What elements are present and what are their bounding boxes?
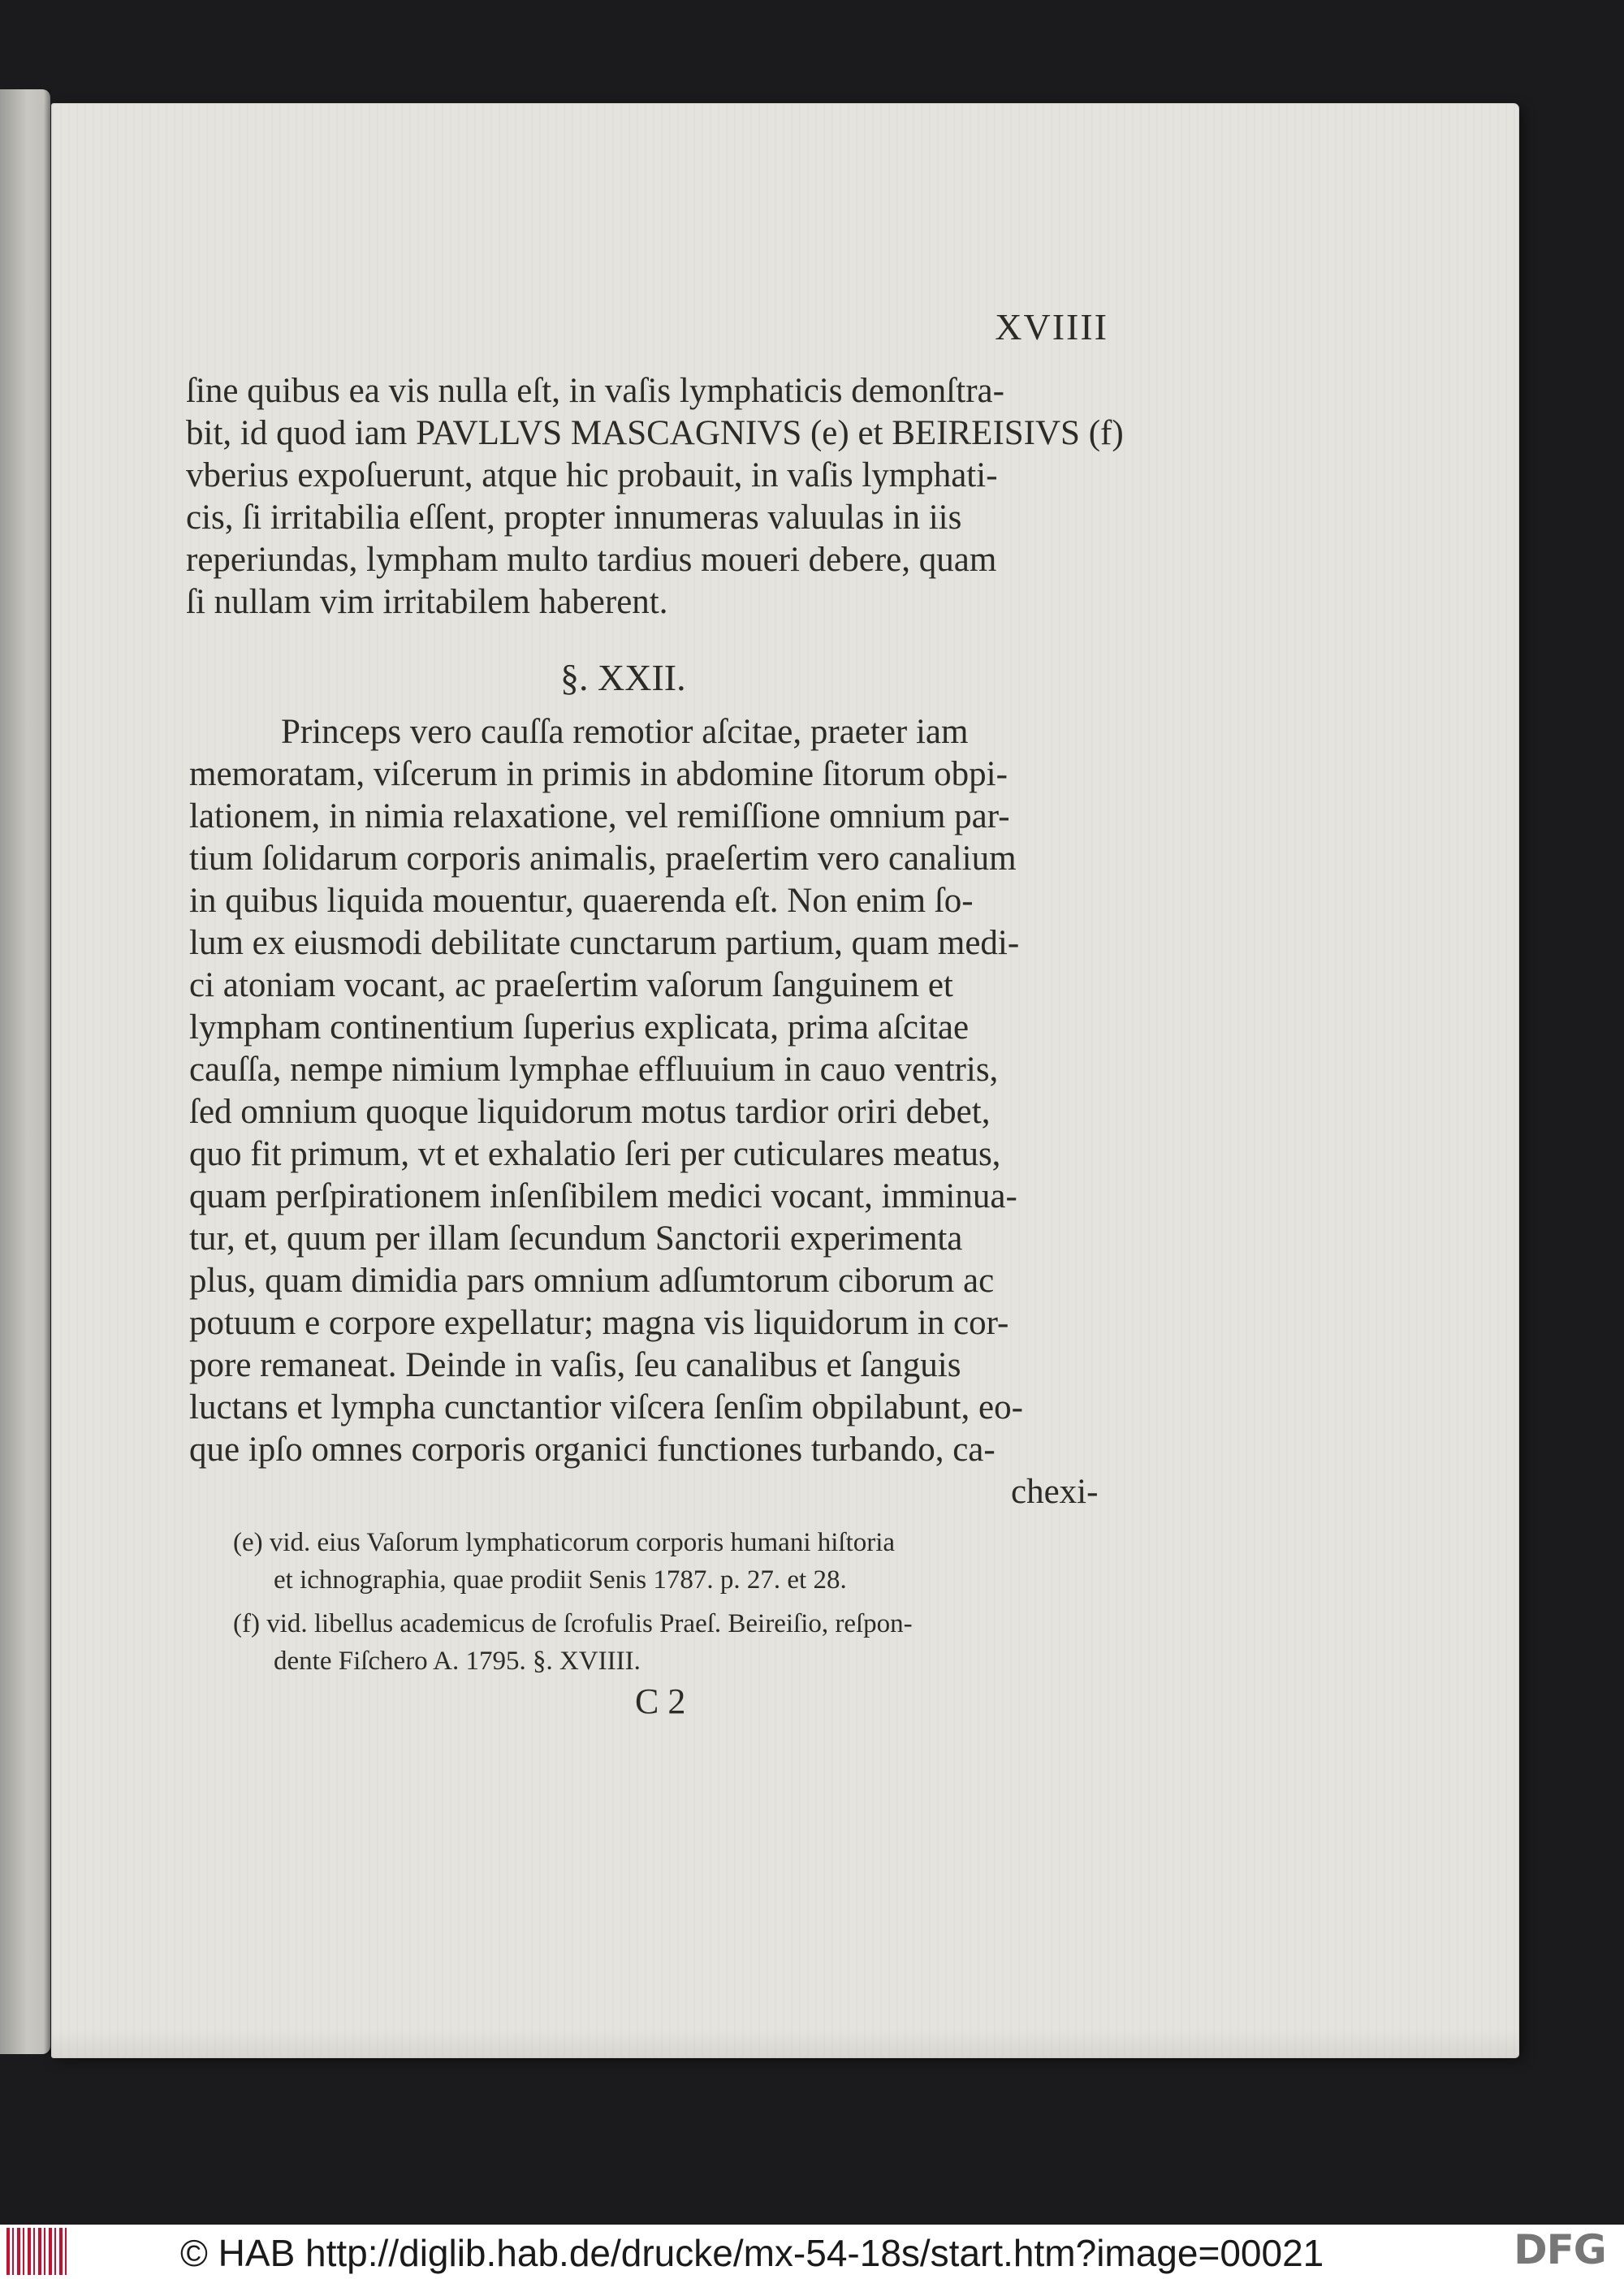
- signature-mark: C 2: [635, 1681, 686, 1721]
- page-bottom-edge: [52, 2030, 1518, 2057]
- text-line: tium ſolidarum corporis animalis, praeſertim vero canalium: [189, 840, 1017, 878]
- footnote-line: dente Fiſchero A. 1795. §. XVIIII.: [274, 1647, 641, 1676]
- catchword: chexi-: [1011, 1473, 1099, 1511]
- text-line: lympham continentium ſuperius explicata, prima aſcitae: [189, 1008, 970, 1047]
- text-line: bit, id quod iam PAVLLVS MASCAGNIVS (e) et BEIREISIVS (f): [186, 414, 1124, 452]
- text-line: potuum e corpore expellatur; magna vis liquidorum in cor-: [189, 1304, 1009, 1342]
- text-line: vberius expoſuerunt, atque hic probauit, in vaſis lymphati-: [186, 456, 998, 494]
- barcode-icon: [6, 2228, 67, 2275]
- text-line: quam perſpirationem inſenſibilem medici vocant, imminua-: [189, 1177, 1017, 1215]
- text-line: ci atoniam vocant, ac praeſertim vaſorum ſanguinem et: [189, 966, 953, 1004]
- text-line: reperiundas, lympham multo tardius moueri debere, quam: [186, 541, 997, 579]
- facing-page-edge: [0, 89, 50, 2054]
- text-line: in quibus liquida mouentur, quaerenda eſt. Non enim ſo-: [189, 882, 974, 920]
- section-heading: §. XXII.: [560, 657, 686, 698]
- text-line: luctans et lympha cunctantior viſcera ſenſim obpilabunt, eo-: [189, 1388, 1023, 1427]
- text-line: lum ex eiusmodi debilitate cunctarum partium, quam medi-: [189, 924, 1020, 962]
- footnote-line: (e) vid. eius Vaſorum lymphaticorum corporis humani hiſtoria: [233, 1528, 896, 1557]
- text-line: Princeps vero cauſſa remotior aſcitae, praeter iam: [281, 713, 969, 751]
- copyright-link[interactable]: © HAB http://diglib.hab.de/drucke/mx-54-18s/start.htm?image=00021: [180, 2232, 1324, 2274]
- text-line: plus, quam dimidia pars omnium adſumtorum ciborum ac: [189, 1262, 995, 1300]
- text-line: cauſſa, nempe nimium lymphae effluuium in cauo ventris,: [189, 1051, 999, 1089]
- text-line: ſine quibus ea vis nulla eſt, in vaſis lymphaticis demonſtra-: [186, 372, 1004, 410]
- dfg-logo: DFG: [1514, 2226, 1606, 2273]
- text-line: lationem, in nimia relaxatione, vel remiſſione omnium par-: [189, 797, 1010, 835]
- text-line: ſi nullam vim irritabilem haberent.: [186, 583, 668, 621]
- text-line: pore remaneat. Deinde in vaſis, ſeu canalibus et ſanguis: [189, 1346, 961, 1384]
- page-number: XVIIII: [995, 306, 1108, 347]
- text-line: que ipſo omnes corporis organici functiones turbando, ca-: [189, 1431, 996, 1469]
- text-line: cis, ſi irritabilia eſſent, propter innumeras valuulas in iis: [186, 499, 962, 537]
- footnote-line: (f) vid. libellus academicus de ſcrofulis Praeſ. Beireiſio, reſpon-: [233, 1609, 913, 1638]
- text-line: ſed omnium quoque liquidorum motus tardior oriri debet,: [189, 1093, 991, 1131]
- gutter-shadow: [44, 89, 50, 2054]
- text-line: tur, et, quum per illam ſecundum Sanctorii experimenta: [189, 1219, 963, 1258]
- text-line: memoratam, viſcerum in primis in abdomine ſitorum obpi-: [189, 755, 1008, 793]
- footnote-line: et ichnographia, quae prodiit Senis 1787. p. 27. et 28.: [274, 1565, 847, 1595]
- text-line: quo fit primum, vt et exhalatio ſeri per cuticulares meatus,: [189, 1135, 1001, 1173]
